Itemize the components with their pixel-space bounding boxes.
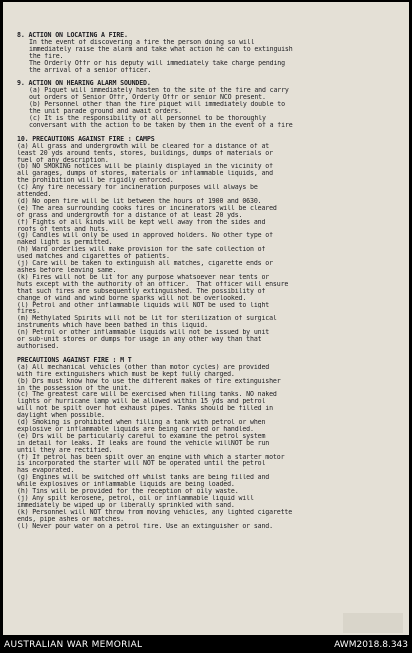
- text-line: (g) Candles will only be used in approved holders. No other type of: [17, 232, 273, 240]
- text-line: instruments which have been bathed in this liquid.: [17, 322, 208, 330]
- text-line: daylight when possible.: [17, 412, 105, 420]
- text-line: (b) NO SMOKING notices will be plainly displayed in the vicinity of: [17, 163, 273, 171]
- text-line: (f) Fights of all kinds will be kept well away from the sides and: [17, 218, 266, 226]
- footer-institution: AUSTRALIAN WAR MEMORIAL: [4, 640, 143, 650]
- text-line: (h) Ward orderlies will make provision for the safe collection of: [17, 246, 266, 254]
- text-line: authorised.: [17, 342, 60, 350]
- text-line: (d) No open fire will be lit between the hours of 1900 and 0630.: [17, 197, 262, 205]
- text-line: lights or hurricane lamp will be allowed within 15 yds and petrol: [17, 398, 266, 406]
- section-heading: 8. ACTION ON LOCATING A FIRE.: [17, 31, 128, 39]
- text-line: in detail for leaks. If leaks are found the vehicle willNOT be run: [17, 439, 270, 447]
- text-line: (g) Engines will be switched off whilst tanks are being filled and: [17, 474, 270, 482]
- text-line: (b) Personnel other than the fire piquet will immediately double to: [29, 101, 285, 109]
- text-line: (d) Smoking is prohibited when filling a tank with petrol or when: [17, 419, 266, 426]
- text-line: (c) The greatest care will be exercised when filling tanks. NO naked: [17, 391, 277, 399]
- text-line: (b) Drs must know how to use the different makes of fire extinguisher: [17, 377, 281, 385]
- text-line: while explosives or inflammable liquids are being loaded.: [17, 481, 235, 489]
- section-heading: PRECAUTIONS AGAINST FIRE : M T: [17, 355, 132, 364]
- document-page: [3, 2, 409, 635]
- text-line: conversant with the action to be taken by them in the event of a fire: [29, 121, 293, 129]
- text-line: has evaporated.: [17, 467, 75, 475]
- text-line: all garages, dumps of stores, materials or inflammable liquids, and: [17, 170, 273, 178]
- section: [17, 136, 401, 350]
- section-heading: 9. ACTION ON HEARING ALARM SOUNDED.: [17, 79, 151, 88]
- reference-patch: [343, 613, 403, 633]
- text-line: the arrival of a senior officer.: [29, 66, 152, 74]
- text-line: in the possession of the unit.: [17, 384, 132, 392]
- text-line: (j) Any spilt kerosene, petrol, oil or inflammable liquid will: [17, 495, 254, 502]
- text-line: (c) Any fire necessary for incineration purposes will always be: [17, 184, 258, 192]
- text-line: (j) Care will be taken to extinguish all matches, cigarette ends or: [17, 260, 273, 267]
- text-line: (a) All mechanical vehicles (other than motor cycles) are provided: [17, 363, 270, 371]
- text-line: In the event of discovering a fire the person doing so will: [29, 38, 255, 46]
- text-line: (e) Drs will be particularly careful to examine the petrol system: [17, 432, 266, 440]
- text-line: with fire extinguishers which must be kept fully charged.: [17, 370, 235, 378]
- text-line: ends, pipe ashes or matches.: [17, 515, 124, 523]
- footer-accession-number: AWM2018.8.343: [334, 640, 408, 650]
- text-line: explosive or inflammable liquids are being carried or handled.: [17, 425, 254, 433]
- text-line: or sub-unit stores or dumps for usage in any other way than that: [17, 336, 262, 343]
- text-line: (k) Personnel will NOT throw from moving vehicles, any lighted cigarette: [17, 508, 293, 516]
- text-line: The Orderly Offr or his deputy will immediately take charge pending: [29, 59, 285, 67]
- text-line: change of wind and wind borne sparks will not be overlooked.: [17, 294, 247, 302]
- text-line: immediately be wiped up or liberally sprinkled with sand.: [17, 501, 235, 509]
- text-line: (e) The area surrounding cooks fires or incinerators will be cleared: [17, 204, 277, 212]
- text-line: naked light is permitted.: [17, 239, 113, 247]
- section: [17, 357, 401, 530]
- text-line: the unit parade ground and await orders.: [29, 108, 182, 115]
- text-line: that such fires are subsequently extinguished. The possibility of: [17, 287, 266, 295]
- text-line: (k) Fires will not be lit for any purpose whatsoever near tents or: [17, 273, 270, 281]
- document-body: [17, 32, 401, 537]
- text-line: (a) Piquet will immediately hasten to the site of the fire and carry: [29, 87, 289, 95]
- text-line: (m) Methylated Spirits will not be lit for sterilization of surgical: [17, 315, 277, 323]
- section: [17, 32, 401, 73]
- section: [17, 80, 401, 128]
- text-line: out orders of Senior Offr, Orderly Offr or senior NCO present.: [29, 94, 266, 102]
- footer-bar: [0, 637, 412, 653]
- text-line: (l) Never pour water on a petrol fire. Use an extinguisher or sand.: [17, 522, 273, 530]
- section-heading: 10. PRECAUTIONS AGAINST FIRE : CAMPS: [17, 134, 155, 143]
- text-line: fuel of any description.: [17, 156, 109, 164]
- text-line: (c) It is the responsibility of all personnel to be thoroughly: [29, 114, 266, 122]
- text-line: the prohibition will be rigidly enforced.: [17, 177, 174, 185]
- text-line: (f) If petrol has been spilt over an engine with which a starter motor: [17, 453, 285, 461]
- text-line: (n) Petrol or other inflammable liquids will not be issued by unit: [17, 329, 270, 337]
- text-line: (a) All grass and undergrowth will be cleared for a distance of at: [17, 142, 270, 150]
- text-line: used matches and cigarettes of patients.: [17, 253, 170, 261]
- text-line: least 20 yds around tents, stores, buildings, dumps of materials or: [17, 149, 273, 157]
- text-line: fires.: [17, 308, 40, 316]
- text-line: roofs of tents and huts.: [17, 225, 109, 233]
- text-line: immediately raise the alarm and take what action he can to extinguish: [29, 45, 293, 53]
- text-line: huts except with the authority of an officer. That officer will ensure: [17, 280, 289, 288]
- text-line: (l) Petrol and other inflammable liquids will NOT be used to light: [17, 301, 270, 309]
- text-line: attended.: [17, 191, 52, 198]
- text-line: of grass and undergrowth for a distance of at least 20 yds.: [17, 211, 243, 219]
- text-line: ashes before leaving same.: [17, 267, 117, 274]
- text-line: is incorporated the starter will NOT be operated until the petrol: [17, 460, 266, 468]
- text-line: will not be spilt over hot exhaust pipes. Tanks should be filled in: [17, 405, 273, 413]
- text-line: the fire.: [29, 52, 64, 60]
- text-line: (h) Tins will be provided for the reception of oily waste.: [17, 488, 239, 495]
- text-line: until they are rectified.: [17, 446, 113, 454]
